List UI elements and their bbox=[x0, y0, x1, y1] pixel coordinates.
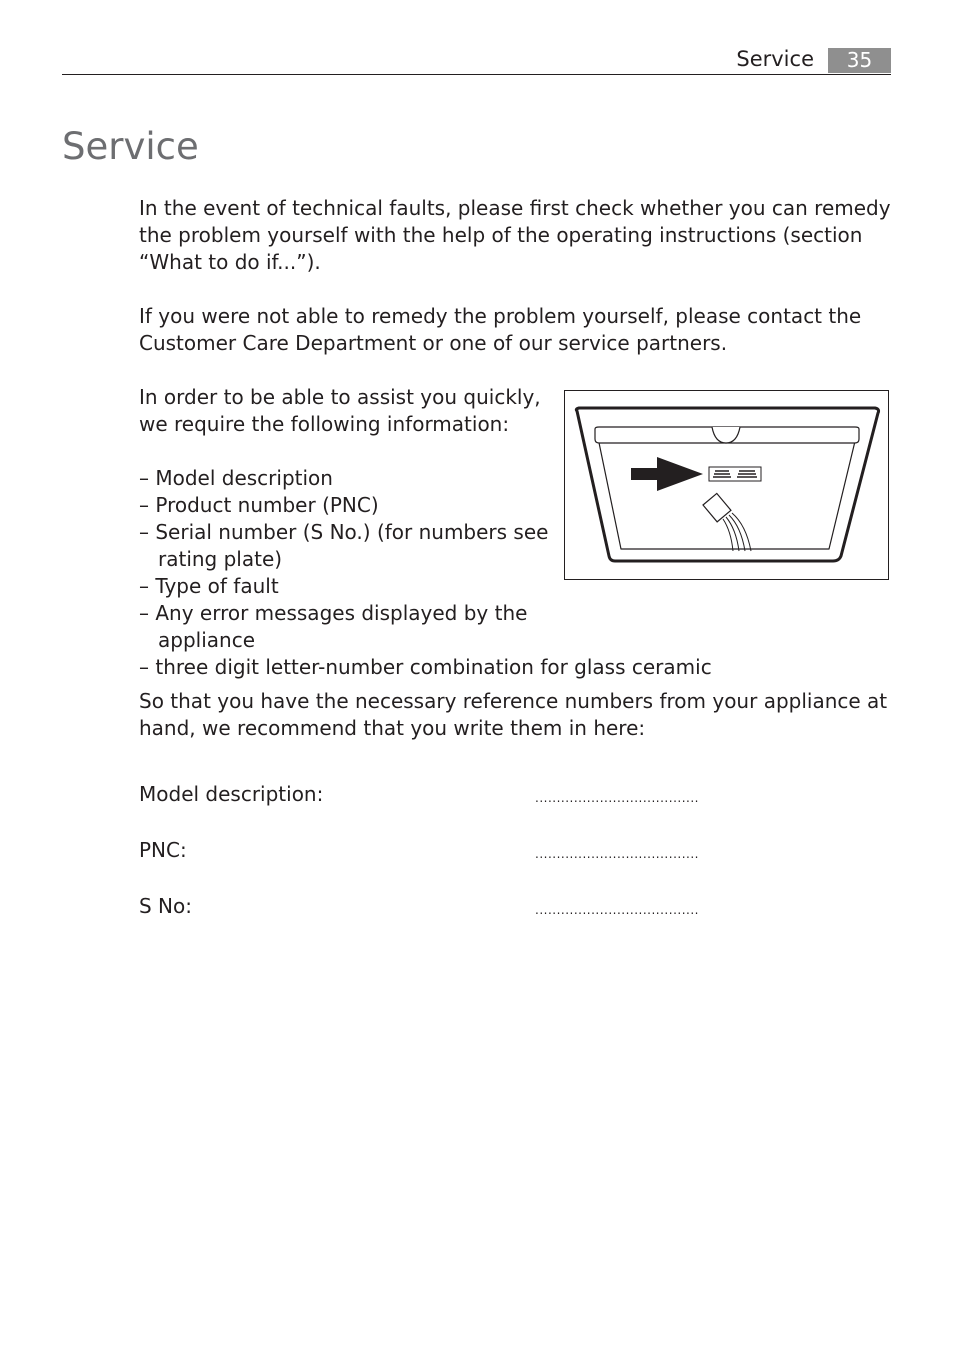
serial-number-row bbox=[139, 893, 709, 923]
pnc-row bbox=[139, 837, 709, 867]
list-item: – Model description bbox=[139, 466, 333, 490]
pnc-field[interactable]: ...................................... bbox=[535, 847, 699, 861]
list-item: – Type of fault bbox=[139, 574, 279, 598]
page-number-badge: 35 bbox=[828, 48, 891, 73]
serial-number-label: S No: bbox=[139, 894, 192, 918]
pnc-label: PNC: bbox=[139, 838, 187, 862]
header-divider bbox=[62, 74, 891, 75]
header-section-title: Service bbox=[736, 47, 814, 71]
assist-paragraph: In order to be able to assist you quickly, we require the following information: bbox=[139, 385, 541, 436]
rating-plate-icon bbox=[709, 467, 761, 481]
model-description-row bbox=[139, 781, 709, 811]
intro-paragraph: In the event of technical faults, please first check whether you can remedy the problem yourself with the help of the operating instructions (section “What to do if...”). bbox=[139, 196, 891, 274]
rating-plate-figure bbox=[564, 390, 889, 580]
model-description-label: Model description: bbox=[139, 782, 324, 806]
page-title: Service bbox=[62, 125, 199, 168]
contact-paragraph: If you were not able to remedy the problem yourself, please contact the Customer Care Department or one of our service partners. bbox=[139, 304, 862, 355]
reference-paragraph: So that you have the necessary reference numbers from your appliance at hand, we recommend that you write them in here: bbox=[139, 689, 888, 740]
list-item: – Any error messages displayed by the appliance bbox=[139, 601, 528, 652]
list-item: – Serial number (S No.) (for numbers see rating plate) bbox=[139, 520, 549, 571]
list-item: – three digit letter-number combination for glass ceramic bbox=[139, 655, 712, 679]
rating-plate-location-icon bbox=[565, 391, 888, 579]
list-item: – Product number (PNC) bbox=[139, 493, 379, 517]
model-description-field[interactable]: ...................................... bbox=[535, 791, 699, 805]
serial-number-field[interactable]: ...................................... bbox=[535, 903, 699, 917]
connector-icon bbox=[703, 493, 751, 551]
